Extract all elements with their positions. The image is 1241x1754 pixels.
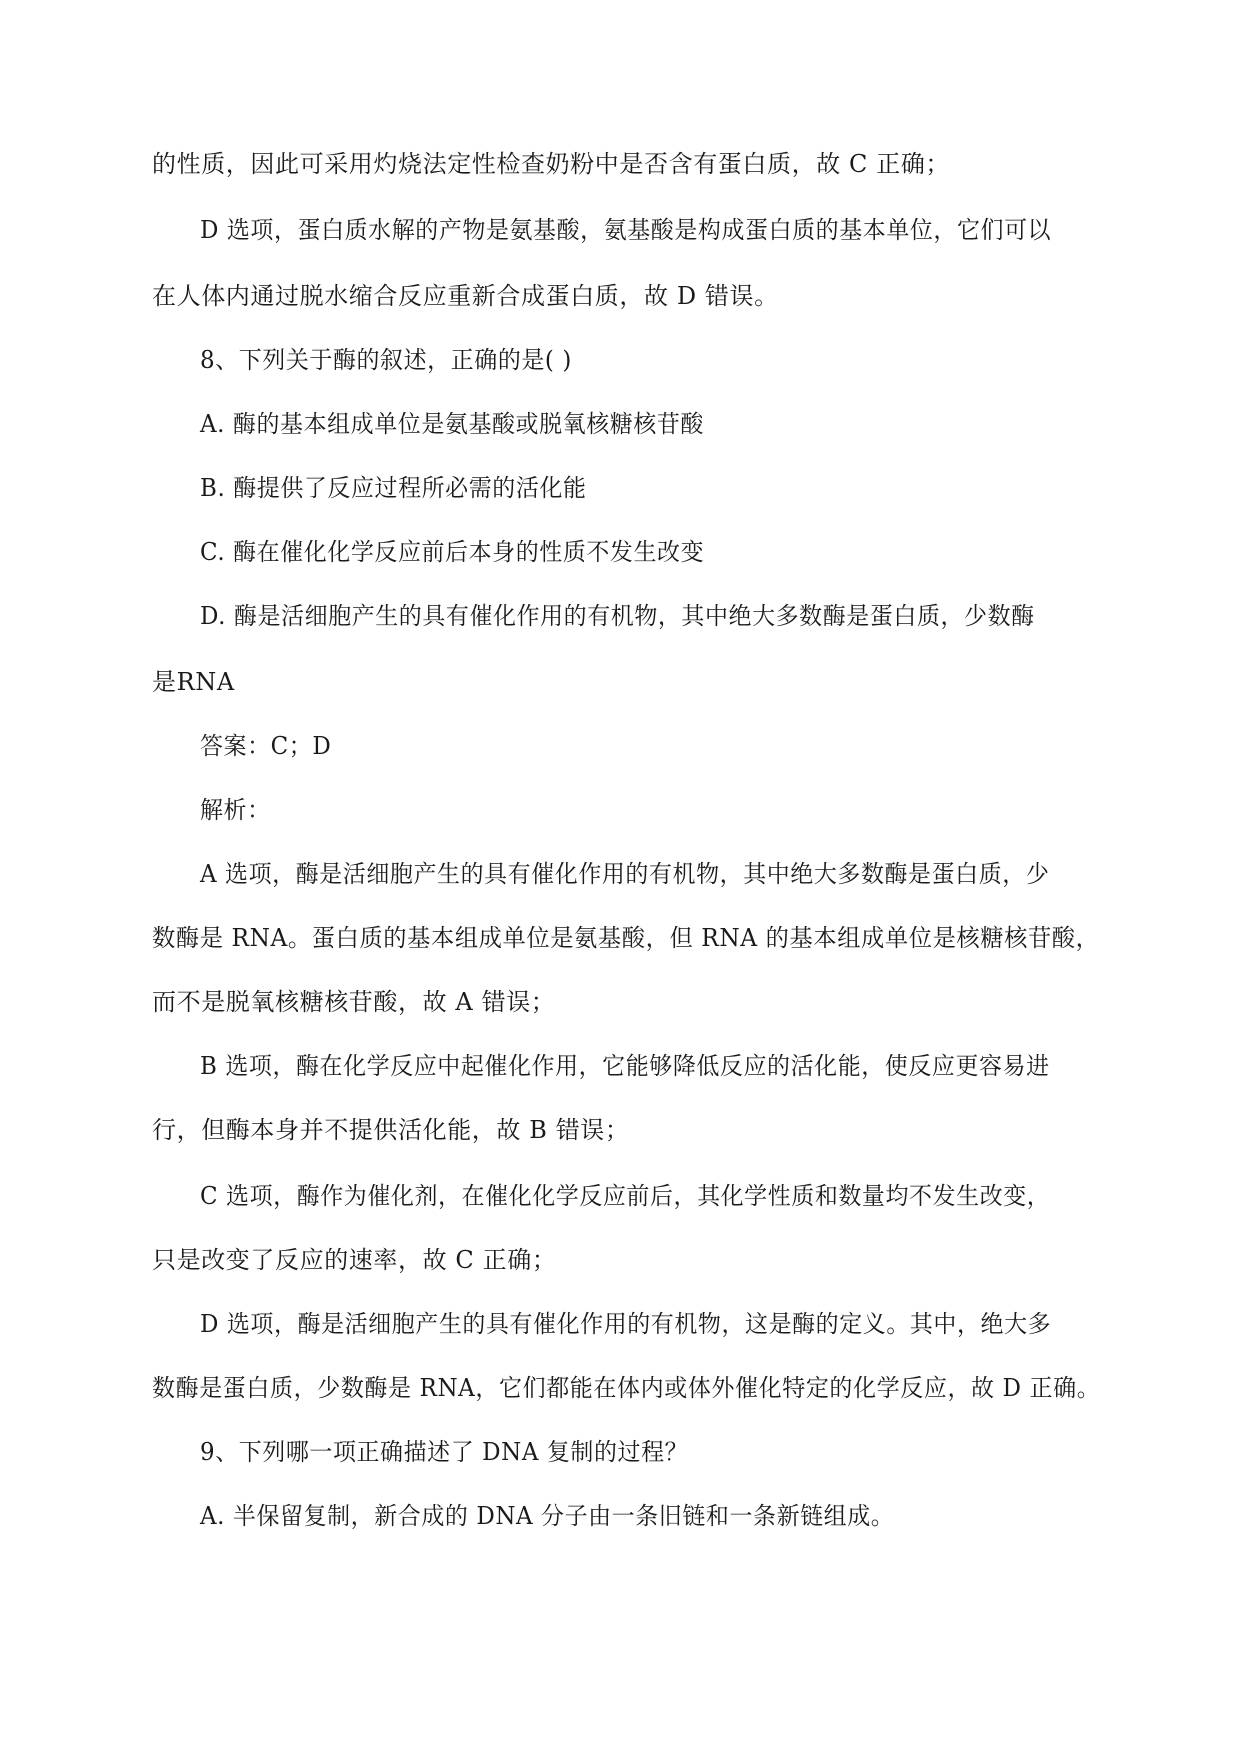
analysis-heading: 解析： — [200, 796, 271, 824]
text-line: B 选项，酶在化学反应中起催化作用，它能够降低反应的活化能，使反应更容易进 — [200, 1052, 1050, 1080]
text-line: 只是改变了反应的速率，故 C 正确； — [152, 1246, 557, 1274]
text-line: 而不是脱氧核糖核苷酸，故 A 错误； — [152, 988, 556, 1016]
text-line: D 选项，酶是活细胞产生的具有催化作用的有机物，这是酶的定义。其中，绝大多 — [200, 1310, 1052, 1338]
text-line: 数酶是 RNA。蛋白质的基本组成单位是氨基酸，但 RNA 的基本组成单位是核糖核苷酸， — [152, 924, 1100, 952]
option-d-continued: 是RNA — [152, 668, 235, 696]
text-line: 行，但酶本身并不提供活化能，故 B 错误； — [152, 1116, 630, 1144]
text-line: 在人体内通过脱水缩合反应重新合成蛋白质，故 D 错误。 — [152, 282, 779, 310]
text-line: D 选项，蛋白质水解的产物是氨基酸，氨基酸是构成蛋白质的基本单位，它们可以 — [200, 216, 1052, 244]
option-c: C. 酶在催化化学反应前后本身的性质不发生改变 — [200, 538, 705, 566]
text-line: C 选项，酶作为催化剂，在催化化学反应前后，其化学性质和数量均不发生改变， — [200, 1182, 1051, 1210]
option-d: D. 酶是活细胞产生的具有催化作用的有机物，其中绝大多数酶是蛋白质，少数酶 — [200, 602, 1035, 630]
option-b: B. 酶提供了反应过程所必需的活化能 — [200, 474, 587, 502]
answer: 答案：C；D — [200, 732, 332, 760]
option-a: A. 半保留复制，新合成的 DNA 分子由一条旧链和一条新链组成。 — [200, 1502, 895, 1530]
text-line: 的性质，因此可采用灼烧法定性检查奶粉中是否含有蛋白质，故 C 正确； — [152, 150, 951, 178]
question-9: 9、下列哪一项正确描述了 DNA 复制的过程？ — [200, 1438, 689, 1466]
text-line: A 选项，酶是活细胞产生的具有催化作用的有机物，其中绝大多数酶是蛋白质，少 — [200, 860, 1050, 888]
option-a: A. 酶的基本组成单位是氨基酸或脱氧核糖核苷酸 — [200, 410, 704, 438]
question-8: 8、下列关于酶的叙述，正确的是( ) — [200, 346, 572, 374]
text-line: 数酶是蛋白质，少数酶是 RNA，它们都能在体内或体外催化特定的化学反应，故 D 正确。 — [152, 1374, 1101, 1402]
